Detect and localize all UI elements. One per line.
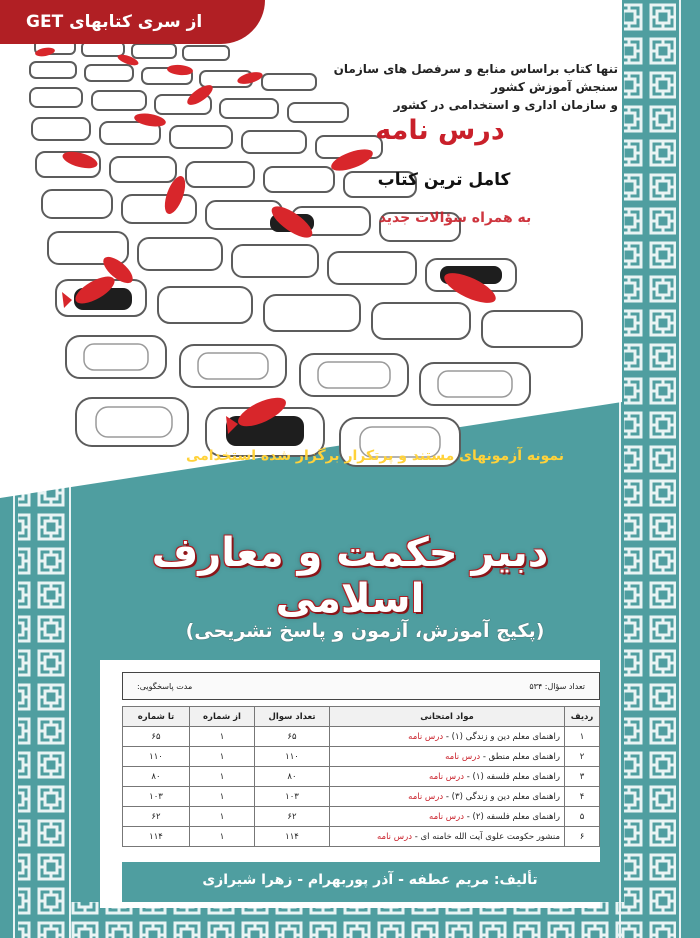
table-row <box>123 747 600 767</box>
row-subject <box>330 787 565 807</box>
row-subject <box>330 807 565 827</box>
row-from: ۱ <box>190 727 255 747</box>
exam-subjects-table <box>122 706 600 847</box>
question-count: تعداد سؤال: ۵۳۴ <box>529 681 585 691</box>
col-from: از شماره <box>190 707 255 727</box>
col-count: تعداد سوال <box>255 707 330 727</box>
col-to: تا شماره <box>123 707 190 727</box>
intro-line-2: و سازمان اداری و استخدامی در کشور <box>393 98 618 112</box>
col-subject: مواد امتحانی <box>330 707 565 727</box>
subject-text: راهنمای معلم منطق - <box>480 751 560 762</box>
row-from: ۱ <box>190 767 255 787</box>
row-number: ۲ <box>565 747 600 767</box>
subject-text: راهنمای معلم دین و زندگی (۱) - <box>443 731 560 742</box>
subject-text: راهنمای معلم دین و زندگی (۳) - <box>443 791 560 802</box>
table-row <box>123 787 600 807</box>
subject-tag: درس نامه <box>408 791 444 802</box>
intro-line-1: تنها کتاب براساس منابع و سرفصل های سازمان سنجش آموزش کشور <box>333 62 618 94</box>
row-count: ۱۱۴ <box>255 827 330 847</box>
table-row <box>123 727 600 747</box>
exam-table-panel <box>100 660 600 908</box>
table-row <box>123 827 600 847</box>
row-count: ۶۲ <box>255 807 330 827</box>
table-row <box>123 767 600 787</box>
row-from: ۱ <box>190 807 255 827</box>
subject-tag: درس نامه <box>376 831 413 842</box>
table-header-row <box>123 707 600 727</box>
col-row: ردیف <box>565 707 600 727</box>
row-count: ۶۵ <box>255 727 330 747</box>
subject-text: منشور حکومت علوی آیت الله خامنه ای - <box>412 831 560 842</box>
row-from: ۱ <box>190 787 255 807</box>
row-number: ۱ <box>565 727 600 747</box>
row-count: ۱۱۰ <box>255 747 330 767</box>
row-count: ۸۰ <box>255 767 330 787</box>
tagline-secondary: به همراه سؤالات جدید <box>378 210 532 226</box>
package-subtitle: (پکیج آموزش، آزمون و پاسخ تشریحی) <box>185 620 545 642</box>
row-to: ۶۵ <box>123 727 190 747</box>
row-number: ۳ <box>565 767 600 787</box>
exam-info-bar <box>122 672 600 700</box>
subject-tag: درس نامه <box>408 731 444 742</box>
row-count: ۱۰۳ <box>255 787 330 807</box>
row-subject <box>330 827 565 847</box>
subject-text: راهنمای معلم فلسفه (۲) - <box>464 811 560 822</box>
brand-title: درس نامه <box>375 115 505 146</box>
row-subject <box>330 747 565 767</box>
row-number: ۶ <box>565 827 600 847</box>
subject-tag: درس نامه <box>429 811 465 822</box>
row-to: ۶۲ <box>123 807 190 827</box>
subject-text: راهنمای معلم فلسفه (۱) - <box>464 771 560 782</box>
row-from: ۱ <box>190 827 255 847</box>
subject-tag: درس نامه <box>445 751 481 762</box>
answer-time: مدت پاسخگویی: <box>137 681 193 691</box>
row-number: ۵ <box>565 807 600 827</box>
row-to: ۱۰۳ <box>123 787 190 807</box>
row-to: ۱۱۴ <box>123 827 190 847</box>
row-from: ۱ <box>190 747 255 767</box>
row-subject <box>330 727 565 747</box>
authors-line: تألیف: مریم عطفه - آذر پوربهرام - زهرا شیرازی <box>202 872 538 888</box>
tagline: کامل ترین کتاب <box>377 170 511 190</box>
book-title: دبیر حکمت و معارف اسلامی <box>151 530 549 622</box>
exam-note: نمونه آزمونهای مستند و پرتکرار برگزار شده استخدامی <box>185 448 565 464</box>
intro-text <box>288 60 618 114</box>
table-row <box>123 807 600 827</box>
subject-tag: درس نامه <box>429 771 465 782</box>
row-subject <box>330 767 565 787</box>
series-badge: از سری کتابهای GET <box>0 0 265 44</box>
row-to: ۸۰ <box>123 767 190 787</box>
row-to: ۱۱۰ <box>123 747 190 767</box>
row-number: ۴ <box>565 787 600 807</box>
